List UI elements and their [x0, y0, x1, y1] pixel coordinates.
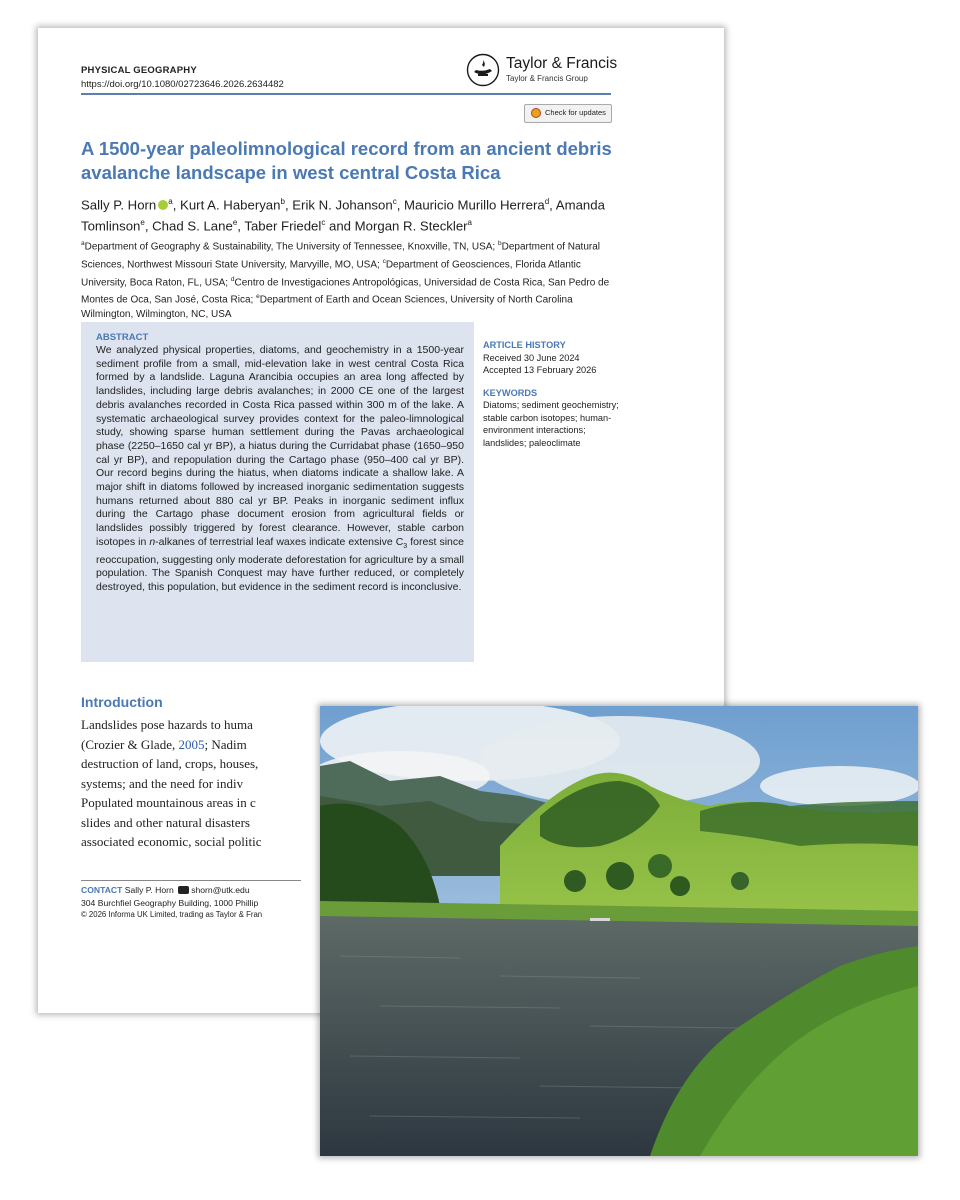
- author-affiliation-mark: a: [168, 197, 173, 206]
- author-name: Chad S. Lane: [152, 218, 233, 234]
- author-affiliation-mark: c: [392, 197, 397, 206]
- affiliation-mark: d: [230, 275, 235, 283]
- abstract-text: We analyzed physical properties, diatoms, and geochemistry in a 1500-year sediment profile from a small, mid-elevation lake in west central Costa Rica formed by a landslide. Laguna Arancibia occupies an area long affected by landslides, including large debris avalanches; in 2000 CE one of the largest debris avalanches recorded in Costa Rica passed within 300 m of the lake. A systematic archaeological survey provides context for the paleo-limnological study, showing sparse human settlement during the Pavas archaeological phase (2250–1650 cal yr BP), a hiatus during the Curridabat phase (1650–950 cal yr BP), and repopulation during the Cartago phase (950–400 cal yr BP). Our record begins during the hiatus, when diatoms indicate a shallow lake. A major shift in diatoms followed by increased inorganic sedimentation suggests humans returned about 880 cal yr BP. Peaks in inorganic sediment influx during the Cartago phase document erosion from agricultural fields or landslides possibly triggered by forest clearance. However, stable carbon isotopes in n-alkanes of terrestrial leaf waxes indicate extensive $C_3$ forest since reoccupation, suggesting only moderate deforestation for agriculture by a small population. The Spanish Conquest may have further reduced, or completely destroyed, this population, but evidence in the sediment record is inconclusive.: [96, 344, 464, 594]
- introduction-heading: Introduction: [81, 694, 163, 710]
- lake-photo: [320, 706, 918, 1156]
- copyright: © 2026 Informa UK Limited, trading as Taylor & Fran: [81, 910, 263, 919]
- crossmark-icon: [531, 108, 541, 118]
- journal-header: [81, 64, 284, 92]
- author-name: Taber Friedel: [244, 218, 322, 234]
- article-title: A 1500-year paleolimnological record from an ancient debris avalanche landscape in west central Costa Rica: [81, 138, 612, 183]
- abstract-box: [81, 322, 474, 662]
- affiliation-mark: e: [256, 293, 260, 301]
- affiliations: [81, 237, 613, 323]
- contact-name: Sally P. Horn: [124, 885, 174, 895]
- email-icon: [178, 886, 189, 894]
- author-affiliation-mark: a: [467, 218, 472, 228]
- keywords-text: Diatoms; sediment geochemistry; stable carbon isotopes; human-environment interactions; landslides; paleoclimate: [483, 400, 619, 448]
- contact-rule: [81, 880, 301, 881]
- accepted-date: Accepted 13 February 2026: [483, 365, 597, 375]
- author-affiliation-mark: b: [280, 197, 285, 206]
- affiliation-mark: b: [497, 240, 502, 247]
- publisher-logo: [466, 53, 616, 89]
- contact-block: [81, 884, 313, 922]
- check-updates-button[interactable]: [524, 104, 612, 123]
- header-rule: [81, 93, 611, 95]
- author-name: Morgan R. Steckler: [354, 218, 468, 234]
- author-name: Kurt A. Haberyan: [180, 197, 281, 213]
- publisher-name: Taylor & Francis: [506, 55, 618, 72]
- check-updates-label: Check for updates: [545, 108, 606, 117]
- article-sidebar: [483, 339, 623, 449]
- affiliation-text: Centro de Investigaciones Antropológicas, Universidad de Costa Rica, San Pedro de Montes de Oca, San José, Costa Rica;: [81, 276, 610, 306]
- author-affiliation-mark: c: [321, 218, 326, 228]
- affiliation-mark: c: [382, 257, 386, 265]
- doi-link[interactable]: https://doi.org/10.1080/02723646.2026.2634482: [81, 79, 284, 90]
- author-name: Amanda Tomlinson: [81, 197, 605, 234]
- affiliation-text: Department of Earth and Ocean Sciences, University of North Carolina Wilmington, Wilmington, NC, USA: [81, 294, 573, 321]
- article-history-label: ARTICLE HISTORY: [483, 340, 566, 350]
- author-name: Sally P. Horn: [81, 197, 157, 213]
- author-name: Mauricio Murillo Herrera: [404, 197, 545, 213]
- journal-name: PHYSICAL GEOGRAPHY: [81, 65, 197, 76]
- contact-email[interactable]: shorn@utk.edu: [191, 885, 250, 895]
- introduction-text: Landslides pose hazards to huma (Crozier & Glade, 2005; Nadim destruction of land, crops, houses, systems; and the need for indiv Populated mountainous areas in c slides and other natural disasters associated economic, social politic: [81, 717, 262, 849]
- author-affiliation-mark: e: [232, 218, 238, 228]
- affiliation-text: Department of Geosciences, Florida Atlantic University, Boca Raton, FL, USA;: [81, 259, 581, 288]
- contact-address: 304 Burchfiel Geography Building, 1000 Phillip: [81, 897, 259, 908]
- abstract-label: ABSTRACT: [96, 332, 149, 343]
- affiliation-text: Department of Geography & Sustainability, The University of Tennessee, Knoxville, TN, USA;: [84, 241, 498, 253]
- lamp-logo-icon: [466, 53, 500, 87]
- citation-link[interactable]: 2005: [178, 736, 205, 752]
- author-affiliation-mark: d: [544, 197, 550, 206]
- affiliation-mark: a: [81, 240, 85, 247]
- publisher-group: Taylor & Francis Group: [506, 74, 588, 83]
- author-affiliation-mark: e: [140, 218, 145, 228]
- received-date: Received 30 June 2024: [483, 352, 580, 363]
- orcid-icon[interactable]: [158, 200, 168, 210]
- keywords-label: KEYWORDS: [483, 387, 538, 398]
- lake-landscape-image: [320, 706, 918, 1156]
- affiliation-text: Department of Natural Sciences, Northwest Missouri State University, Marvyille, MO, USA;: [81, 241, 600, 271]
- contact-label: CONTACT: [81, 885, 123, 895]
- author-list: Sally P. Horn $^a$, Kurt A. Haberyan$^b$, Erik N. Johanson$^c$, Mauricio Murillo Herrera$^d$, Amanda Tomlinson$^e$, Chad S. Lane$^e$, Taber Friedel$^c$ and Morgan R. Steckler$^a$: [81, 197, 605, 234]
- author-name: Erik N. Johanson: [292, 197, 393, 213]
